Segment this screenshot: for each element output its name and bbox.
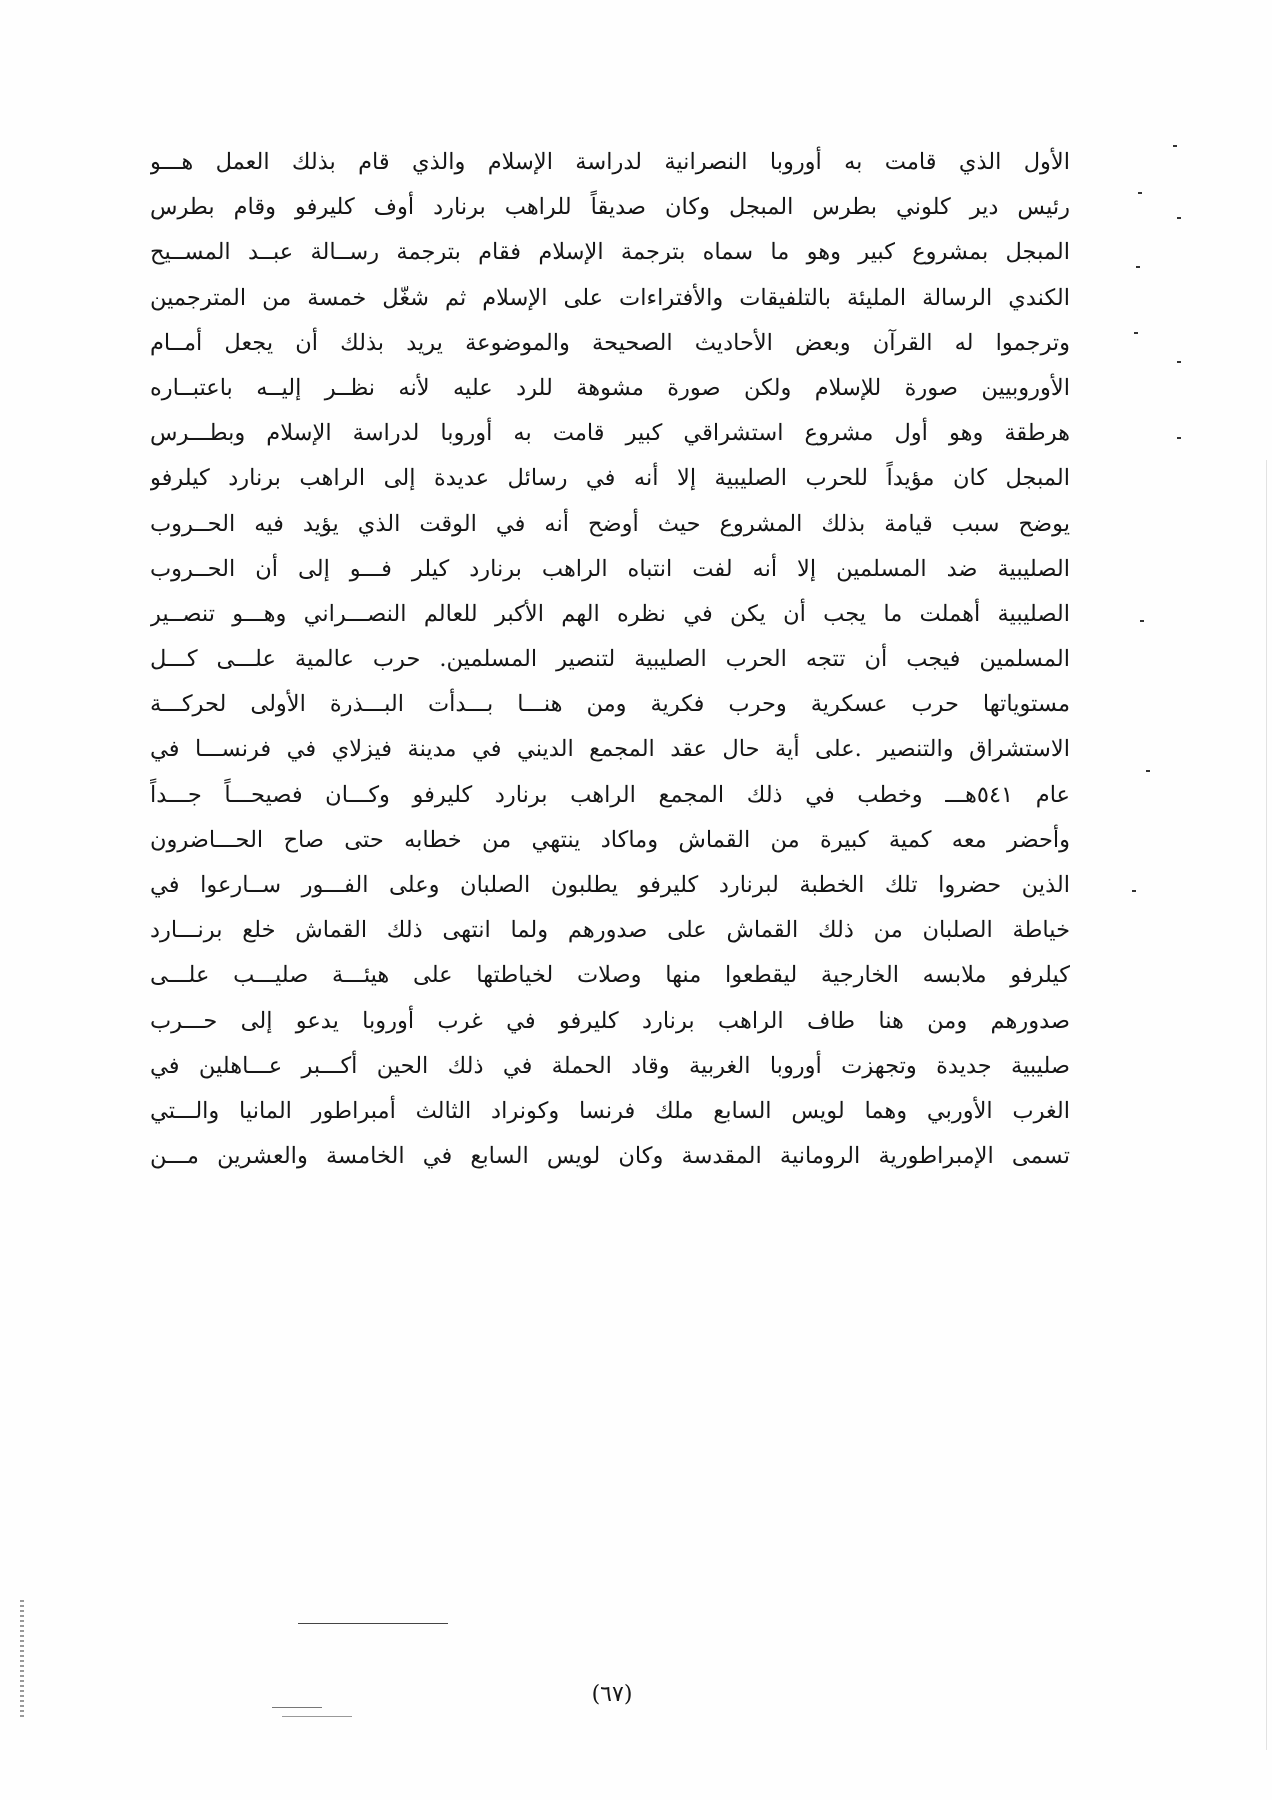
margin-dot [1177,361,1181,363]
text-line-3: المبجل بمشروع كبير وهو ما سماه بترجمة الإسلام فقام بترجمة رســالة عبــد المســيح [150,239,1070,266]
text-line-20: صدورهم ومن هنا طاف الراهب برنارد كليرفو في غرب أوروبا يدعو إلى حـــرب [150,1007,1070,1034]
margin-dot [1138,192,1142,194]
text-line-11: الصليبية أهملت ما يجب أن يكن في نظره الهم الأكبر للعالم النصـــراني وهـــو تنصــير [150,600,1070,627]
page-number: (٦٧) [591,1682,633,1707]
text-line-22: الغرب الأوربي وهما لويس السابع ملك فرنسا وكونراد الثالث أمبراطور المانيا والـــتي [150,1097,1070,1124]
text-line-5: وترجموا له القرآن وبعض الأحاديث الصحيحة والموضوعة يريد بذلك أن يجعل أمــام [150,329,1070,356]
body-text [150,140,1070,1179]
text-line-15: عام ٥٤١هـــ وخطب في ذلك المجمع الراهب برنارد كليرفو وكـــان فصيحـــاً جـــداً [150,781,1070,808]
text-line-1: الأول الذي قامت به أوروبا النصرانية لدراسة الإسلام والذي قام بذلك العمل هـــو [150,149,1070,175]
margin-dot [1177,437,1181,439]
text-line-4: الكندي الرسالة المليئة بالتلفيقات والأفتراءات على الإسلام ثم شغّل خمسة من المترجمين [150,284,1070,311]
text-line-7: هرطقة وهو أول مشروع استشراقي كبير قامت به أوروبا لدراسة الإسلام وبطـــرس [150,420,1070,447]
margin-dot [1136,266,1140,268]
text-line-17: الذين حضروا تلك الخطبة لبرنارد كليرفو يطلبون الصلبان وعلى الفـــور ســارعوا في [150,872,1070,898]
text-line-13: مستوياتها حرب عسكرية وحرب فكرية ومن هنـــا بـــدأت البـــذرة الأولى لحركـــة [150,691,1070,718]
scanner-margin-noise [20,1600,24,1720]
text-line-18: خياطة الصلبان من ذلك القماش على صدورهم ولما انتهى ذلك القماش خلع برنـــارد [150,917,1070,944]
margin-dot [1140,620,1144,622]
text-line-8: المبجل كان مؤيداً للحرب الصليبية إلا أنه في رسائل عديدة إلى الراهب برنارد كيلرفو [150,465,1070,492]
text-line-19: كيلرفو ملابسه الخارجية ليقطعوا منها وصلات لخياطتها على هيئـــة صليـــب علـــى [150,962,1070,989]
text-line-23: تسمى الإمبراطورية الرومانية المقدسة وكان لويس السابع في الخامسة والعشرين مـــن [150,1143,1070,1170]
text-line-2: رئيس دير كلوني بطرس المبجل وكان صديقاً للراهب برنارد أوف كليرفو وقام بطرس [150,194,1070,221]
margin-dot [1146,770,1150,772]
handwritten-underline [298,1623,448,1624]
text-line-9: يوضح سبب قيامة بذلك المشروع حيث أوضح أنه في الوقت الذي يؤيد فيه الحــروب [150,510,1070,537]
text-line-21: صليبية جديدة وتجهزت أوروبا الغربية وقاد الحملة في ذلك الحين أكـــبر عـــاهلين في [150,1052,1070,1079]
text-line-6: الأوروبيين صورة للإسلام ولكن صورة مشوهة للرد عليه لأنه نظــر إليــه باعتبــاره [150,374,1070,401]
margin-dot [1173,145,1177,147]
margin-dot [1132,890,1136,892]
footer-scan-mark [272,1707,322,1708]
text-line-12: المسلمين فيجب أن تتجه الحرب الصليبية لتنصير المسلمين. حرب عالمية علـــى كـــل [150,646,1070,673]
footer-scan-mark-2 [282,1716,352,1717]
margin-dot [1177,217,1181,219]
margin-dot [1134,332,1138,334]
text-line-10: الصليبية ضد المسلمين إلا أنه لفت انتباه الراهب برنارد كيلر فـــو إلى أن الحــروب [150,555,1070,582]
text-line-16: وأحضر معه كمية كبيرة من القماش وماكاد ينتهي من خطابه حتى صاح الحـــاضرون [150,826,1070,853]
text-line-14: الاستشراق والتنصير .على أية حال عقد المجمع الديني في مدينة فيزلاي في فرنســـا في [150,736,1070,763]
scan-edge-line [1266,460,1267,1750]
